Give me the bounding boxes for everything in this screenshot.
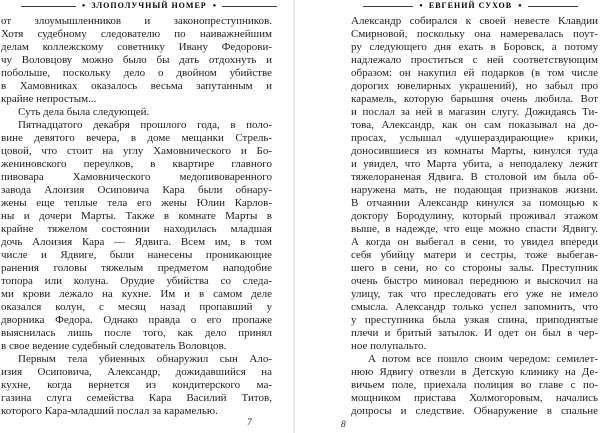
text-line: ру следующего дня ехать в Боровск, а потому — [351, 41, 598, 53]
text-line: чу Воловцову можно было бы дать отдохнуть и — [1, 54, 272, 66]
left-page — [0, 0, 293, 433]
text-line: Суть дела была следующей. — [18, 106, 150, 118]
text-line: числе и Ядвиге, были нанесены проникающие — [1, 249, 272, 261]
page-number: 8 — [341, 420, 346, 430]
text-line: тяжелораненая Ядвига. В столовой им была об- — [351, 171, 598, 183]
text-line: доносившиеся из комнаты Марты, кинулся туда — [351, 145, 598, 157]
text-line: вичьем поле, приехала полиция во главе с по- — [351, 379, 598, 391]
text-line: крайне тяжелом состоянии находилась младшая — [1, 223, 272, 235]
text-line: у преступника была узкая спина, приподнятые — [351, 314, 598, 326]
right-page-text — [351, 15, 598, 418]
text-line: образом: он накупил ей подарков (в том числе — [351, 67, 598, 79]
right-page — [295, 0, 600, 433]
text-line: наружена мать, не подающая признаков жизни. — [351, 184, 598, 196]
text-line: в свое ведение судебный следователь Воловцов. — [1, 340, 227, 352]
text-line: шего в сени, но со стороны залы. Преступник — [351, 262, 598, 274]
text-line: от злоумышленников и законопреступников. — [1, 15, 272, 27]
bullet-icon: ● — [212, 3, 217, 9]
running-title-book: ЗЛОПОЛУЧНЫЙ НОМЕР — [91, 1, 207, 10]
header-rule-right — [222, 6, 277, 7]
text-line: улицу, так что преследовать его уже не имело — [351, 288, 598, 300]
page-number: 7 — [247, 418, 252, 428]
bullet-icon: ● — [81, 3, 86, 9]
text-line: которого Кара-младший послал за карамелью. — [1, 405, 218, 417]
text-line: смысла. Александр только успел запомнить, что — [351, 301, 598, 313]
text-line: жениновского переулков, в квартире главного — [1, 158, 272, 170]
text-line: ми крови лежало на кухне. Им и в самом деле — [1, 288, 272, 300]
text-line: делам коллежскому советнику Ивану Федорови- — [1, 41, 272, 53]
header-rule-right — [528, 6, 578, 7]
text-line: и послал за ней в магазин слугу. Дожидаясь Ти- — [351, 106, 598, 118]
text-line: изия Осиповича, Александр, дожидавшийся на — [1, 366, 272, 378]
right-running-header — [363, 1, 578, 11]
text-line: това, Александр, как он сам показывал на до- — [351, 119, 598, 131]
text-line: Смирновой, поскольку она намеревалась поут- — [351, 28, 598, 40]
running-title-author: ЕВГЕНИЙ СУХОВ — [428, 1, 513, 10]
text-line: ное полупальто. — [351, 340, 427, 352]
text-line: надлежало проститься с ней соответствующим — [351, 54, 598, 66]
text-line: Хотя судебному следователю по наиважнейшим — [1, 28, 272, 40]
text-line: плечи и бритый затылок. И одет он был в чер- — [351, 327, 598, 339]
text-line: завода Алоизия Осиповича Кара были обнару- — [1, 184, 272, 196]
bullet-icon: ● — [518, 3, 522, 9]
text-line: очень быстро миновал переднюю и выскочил на — [351, 275, 598, 287]
text-line: Александр собирался к своей невесте Клавдии — [351, 15, 598, 27]
text-line: В отчаянии Александр кинулся за помощью к — [351, 197, 598, 209]
text-line: в Хамовниках оказалось весьма запутанным и — [1, 80, 272, 92]
text-line: дочь Алоизия Кара — Ядвига. Всем им, в том — [1, 236, 272, 248]
left-page-text — [1, 15, 272, 418]
text-line: дорогих ювелирных украшений), но забыл про — [351, 80, 598, 92]
text-line: ны и дочери Марты. Также в комнате Марты в — [1, 210, 272, 222]
text-line: себя убийцу матери и сестры, тоже выбегав- — [351, 249, 598, 261]
text-line: оказался колун, с месяц назад пропавший у — [1, 301, 272, 313]
text-line: выяснилась лишь после того, как дело принял — [1, 327, 272, 339]
text-line: А потом все пошло своим чередом: семилет- — [368, 353, 598, 365]
text-line: жены еще теплые тела его жены Юлии Карлов- — [1, 197, 272, 209]
left-running-header — [21, 1, 277, 11]
text-line: просах, услышал «душераздирающие» крики, — [351, 132, 598, 144]
header-rule-left — [21, 6, 76, 7]
text-line: топора или колуна. Орудие убийства со следа- — [1, 275, 272, 287]
text-line: газина слуга семейства Кара Василий Титов, — [1, 392, 272, 404]
text-line: крайне непростым... — [1, 93, 97, 105]
text-line: ранения головы тяжелым предметом наподобие — [1, 262, 272, 274]
text-line: А когда он выбегал в сени, то увидел впереди — [351, 236, 598, 248]
text-line: побольше, поскольку дело о двойном убийстве — [1, 67, 272, 79]
text-line: нюю Ядвигу отвезли в Детскую клинику на Де- — [351, 366, 598, 378]
text-line: карамель, которую барышня очень любила. Вот — [351, 93, 598, 105]
text-line: дворника Федора. Однако правда о его пропаже — [1, 314, 272, 326]
bullet-icon: ● — [419, 3, 423, 9]
text-line: доктору Бородулину, который проживал этажом — [351, 210, 598, 222]
text-line: цовой, что стоит на углу Хамовнического и Бо- — [1, 145, 272, 157]
header-rule-left — [363, 6, 413, 7]
text-line: допросы и следствие. Обнаружение в спальне — [351, 405, 598, 417]
text-line: выше, в надежде, что еще можно спасти Ядвигу. — [351, 223, 598, 235]
text-line: вине девятого вечера, в доме мещанки Стрель- — [1, 132, 272, 144]
text-line: Пятнадцатого декабря прошлого года, в поло- — [18, 119, 272, 131]
text-line: мощником пристава Холмогоровым, начались — [351, 392, 598, 404]
text-line: Первым тела убиенных обнаружил сын Ало- — [18, 353, 272, 365]
text-line: кухне, когда вернется из кондитерского ма- — [1, 379, 272, 391]
text-line: пивовара Хамовнического медопивоваренного — [1, 171, 272, 183]
text-line: и увидел, что Марта убита, а неподалеку лежит — [351, 158, 598, 170]
